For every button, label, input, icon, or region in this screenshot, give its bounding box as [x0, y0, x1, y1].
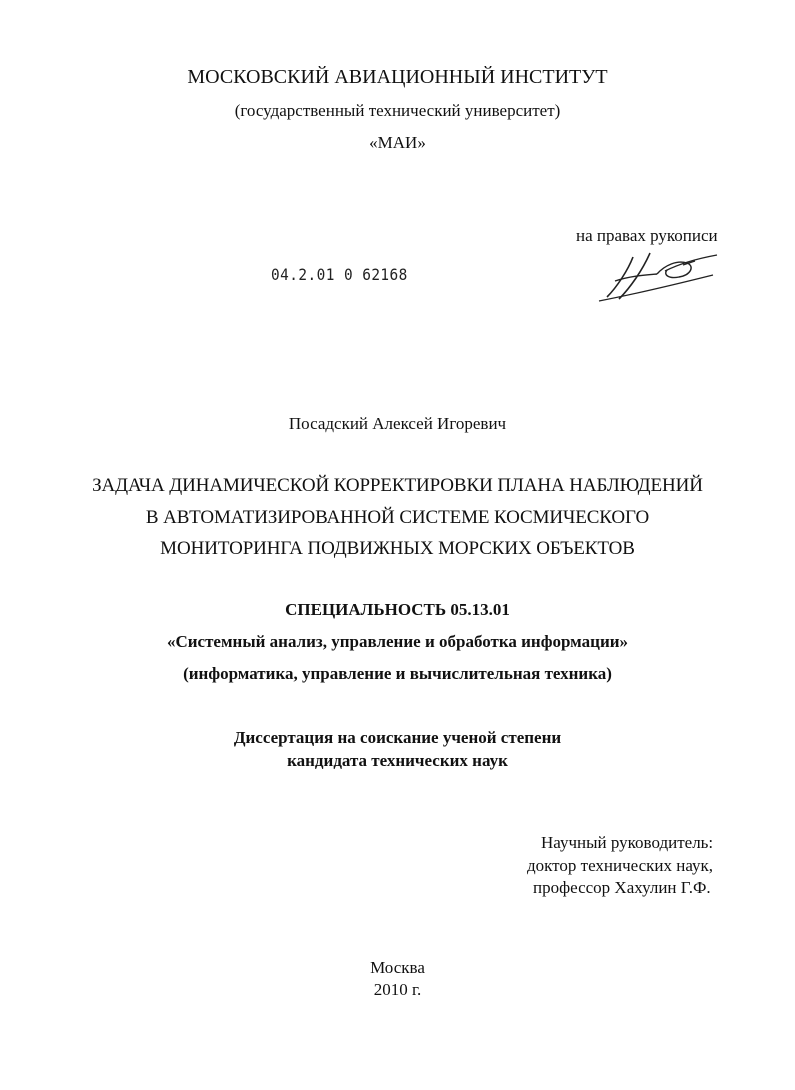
institute-short-name: «МАИ»: [369, 133, 426, 152]
degree-line-2: кандидата технических наук: [287, 751, 508, 770]
author-name: Посадский Алексей Игоревич: [288, 414, 507, 433]
supervisor-degree: доктор технических наук,: [527, 856, 714, 875]
signature-icon: [595, 245, 720, 305]
manuscript-note: на правах рукописи: [576, 226, 718, 245]
registration-number: 04.2.01 0 62168: [271, 265, 408, 284]
thesis-title-line-3: МОНИТОРИНГА ПОДВИЖНЫХ МОРСКИХ ОБЪЕКТОВ: [160, 538, 635, 559]
supervisor-label: Научный руководитель:: [541, 833, 714, 852]
institute-subtitle: (государственный технический университет): [234, 101, 561, 120]
institute-name: МОСКОВСКИЙ АВИАЦИОННЫЙ ИНСТИТУТ: [187, 66, 608, 88]
specialty-name: «Системный анализ, управление и обработка информации»: [166, 632, 629, 651]
city: Москва: [370, 958, 425, 977]
degree-line-1: Диссертация на соискание ученой степени: [233, 728, 562, 747]
specialty-code: СПЕЦИАЛЬНОСТЬ 05.13.01: [285, 600, 510, 619]
supervisor-name: профессор Хахулин Г.Ф.: [533, 878, 711, 897]
specialty-field: (информатика, управление и вычислительная техника): [183, 664, 612, 683]
thesis-title-line-1: ЗАДАЧА ДИНАМИЧЕСКОЙ КОРРЕКТИРОВКИ ПЛАНА НАБЛЮДЕНИЙ: [92, 475, 703, 496]
year: 2010 г.: [373, 980, 422, 999]
thesis-title-line-2: В АВТОМАТИЗИРОВАННОЙ СИСТЕМЕ КОСМИЧЕСКОГО: [145, 507, 650, 528]
